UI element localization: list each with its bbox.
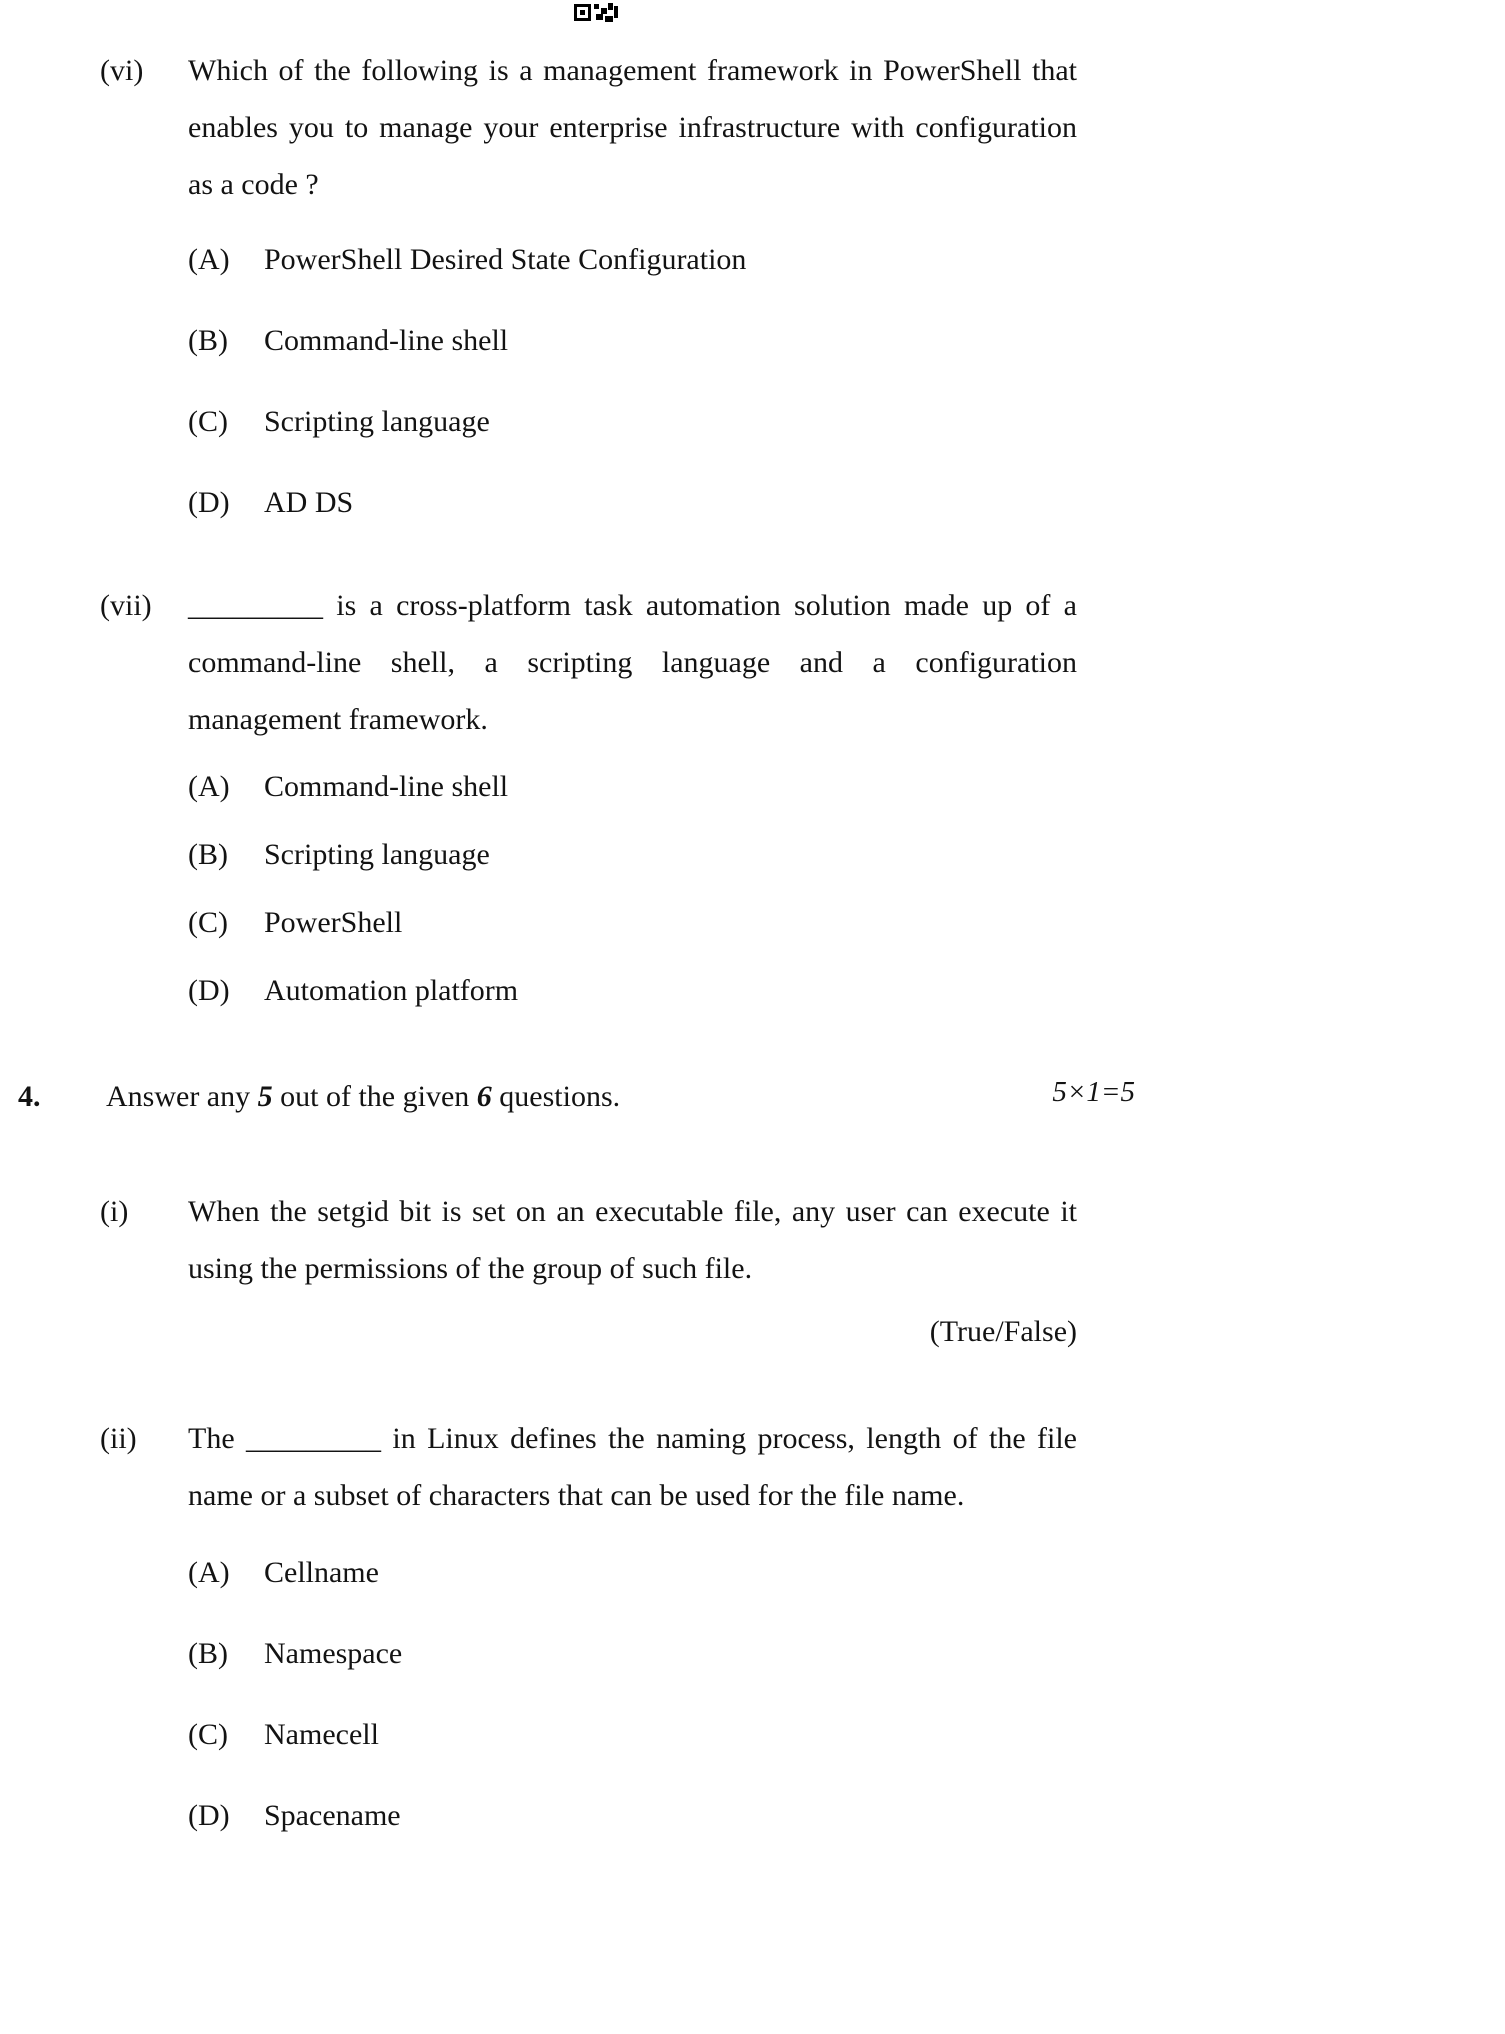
true-false-hint: (True/False) <box>929 1315 1077 1348</box>
option-label: (B) <box>188 324 228 357</box>
instruction-text: out of the given <box>272 1080 477 1113</box>
option-row <box>188 1552 1077 1593</box>
option-text: PowerShell <box>264 906 403 939</box>
option-label: (D) <box>188 486 230 519</box>
question-4-i-body <box>188 1183 1077 1352</box>
option-text: Command-line shell <box>264 324 509 357</box>
option-label: (C) <box>188 906 228 939</box>
option-label: (A) <box>188 243 230 276</box>
option-text: Spacename <box>264 1799 401 1832</box>
question-4-ii <box>100 1410 1077 1836</box>
option-text: PowerShell Desired State Configuration <box>264 243 747 276</box>
option-label: (C) <box>188 1718 228 1751</box>
option-label: (B) <box>188 1637 228 1670</box>
option-text: Command-line shell <box>264 770 509 803</box>
option-label: (B) <box>188 838 228 871</box>
question-vii-number: (vii) <box>100 589 152 622</box>
question-4-instruction <box>106 1075 1077 1119</box>
option-row <box>188 1633 1077 1674</box>
question-vii-body <box>188 577 1077 1011</box>
content-area <box>18 42 1135 1836</box>
question-4-ii-body <box>188 1410 1077 1836</box>
question-vii-options <box>188 766 1077 1011</box>
option-row <box>188 766 1077 807</box>
question-vii <box>100 577 1077 1011</box>
instruction-text: questions. <box>491 1080 621 1113</box>
option-label: (C) <box>188 405 228 438</box>
option-text: Scripting language <box>264 405 490 438</box>
question-vi-body <box>188 42 1077 523</box>
option-row <box>188 1795 1077 1836</box>
option-row <box>188 401 1077 442</box>
instruction-count: 5 <box>257 1080 273 1113</box>
option-label: (A) <box>188 770 230 803</box>
option-text: Namecell <box>264 1718 379 1751</box>
question-4-number: 4. <box>18 1080 41 1113</box>
question-4-ii-options <box>188 1552 1077 1836</box>
option-label: (A) <box>188 1556 230 1589</box>
option-row <box>188 970 1077 1011</box>
option-row <box>188 902 1077 943</box>
option-row <box>188 320 1077 361</box>
question-vi-text: Which of the following is a management framework in PowerShell that enables you to manage your enterprise infrastructure with configuration as a code ? <box>188 54 1077 201</box>
instruction-text: Answer any <box>106 1080 258 1113</box>
question-4-i-text: When the setgid bit is set on an executable file, any user can execute it using the permissions of the group of such file. <box>188 1195 1077 1285</box>
question-vi-number: (vi) <box>100 54 144 87</box>
option-text: AD DS <box>264 486 354 519</box>
question-4-ii-text: The _________ in Linux defines the naming process, length of the file name or a subset of characters that can be used for the file name. <box>188 1422 1077 1512</box>
marks-label: 5×1=5 <box>1052 1076 1135 1108</box>
option-text: Automation platform <box>264 974 519 1007</box>
question-4-ii-number: (ii) <box>100 1422 137 1455</box>
question-vi <box>100 42 1077 523</box>
question-4-i-number: (i) <box>100 1195 129 1228</box>
question-vi-options <box>188 239 1077 523</box>
option-label: (D) <box>188 974 230 1007</box>
question-4-header <box>18 1075 1135 1119</box>
instruction-count: 6 <box>476 1080 492 1113</box>
option-text: Scripting language <box>264 838 490 871</box>
qr-code-icon <box>574 2 620 26</box>
option-text: Namespace <box>264 1637 403 1670</box>
option-text: Cellname <box>264 1556 379 1589</box>
option-row <box>188 1714 1077 1755</box>
option-row <box>188 239 1077 280</box>
option-row <box>188 482 1077 523</box>
option-row <box>188 834 1077 875</box>
question-4-i <box>100 1183 1077 1352</box>
option-label: (D) <box>188 1799 230 1832</box>
question-vii-text: _________ is a cross-platform task automation solution made up of a command-line shell, a scripting language and a configuration management framework. <box>188 589 1077 736</box>
